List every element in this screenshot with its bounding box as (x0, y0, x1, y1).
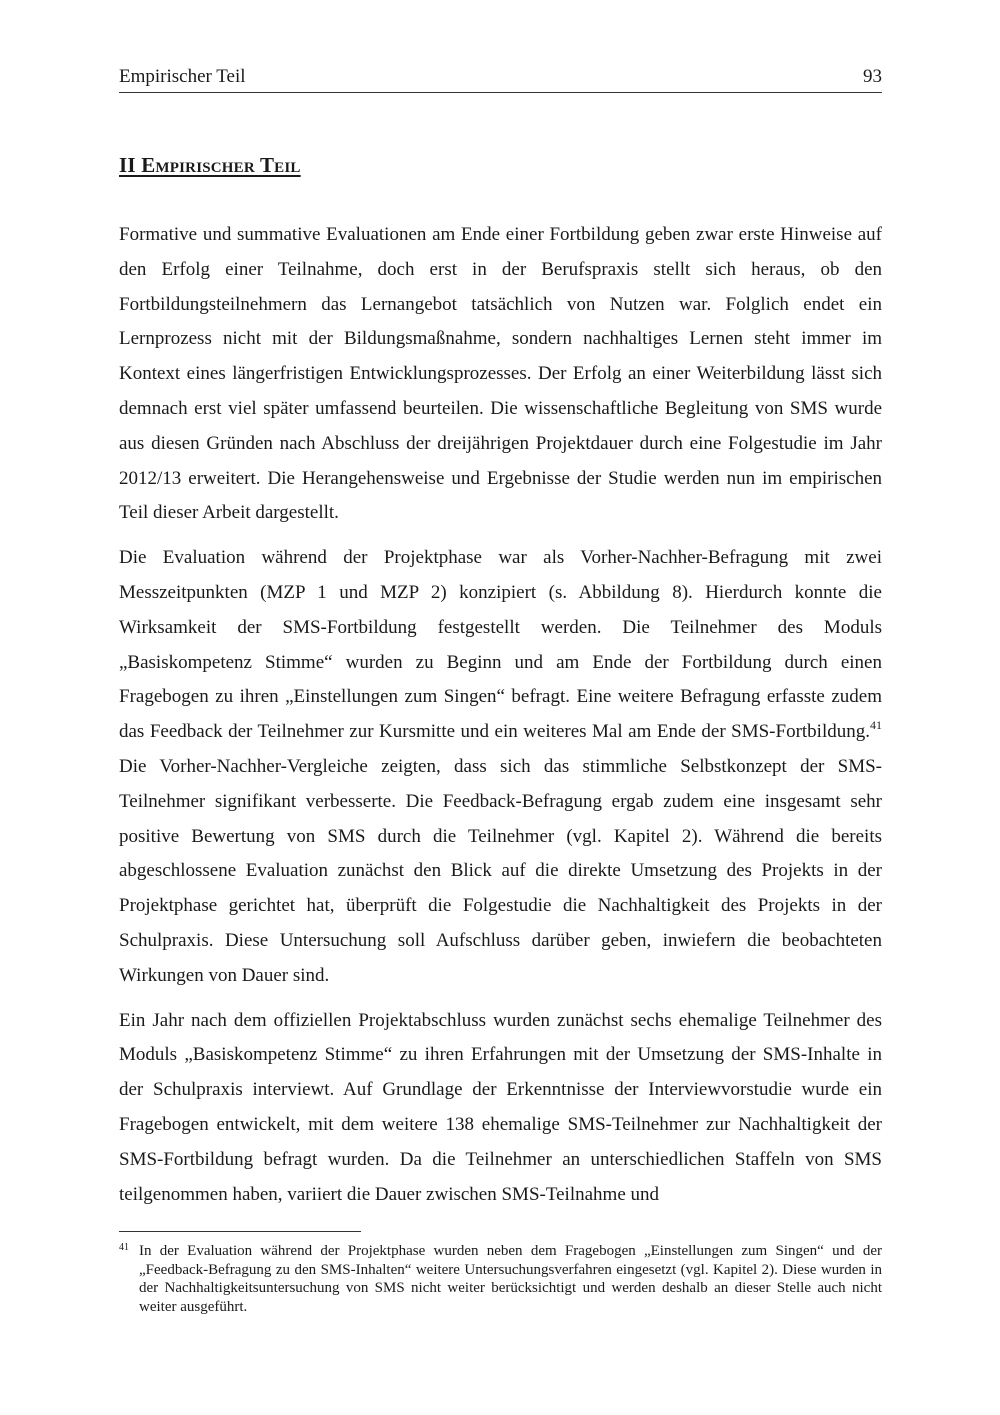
footnote-separator (119, 1231, 361, 1232)
footnote: 41 In der Evaluation während der Projektphase wurden neben dem Fragebogen „Einstellungen zum Singen“ und der „Feedback-Befragung zu den SMS-Inhalten“ weitere Untersuchungsverfahren eingesetzt (vgl. Kapitel 2). Diese wurden in der Nachhaltigkeitsuntersuchung von SMS nicht weiter berücksichtigt und werden deshalb an dieser Stelle auch nicht weiter ausgeführt. (119, 1242, 882, 1315)
footnote-text: In der Evaluation während der Projektphase wurden neben dem Fragebogen „Einstellungen zum Singen“ und der „Feedback-Befragung zu den SMS-Inhalten“ weitere Untersuchungsverfahren eingesetzt (vgl. Kapitel 2). Diese wurden in der Nachhaltigkeitsuntersuchung von SMS nicht weiter berücksichtigt und werden deshalb an dieser Stelle auch nicht weiter ausgeführt. (139, 1243, 882, 1315)
paragraph-2-part-1: Die Evaluation während der Projektphase war als Vorher-Nachher-Befragung mit zwei Messzeitpunkten (MZP 1 und MZP 2) konzipiert (s. Abbildung 8). Hierdurch konnte die Wirksamkeit der SMS-Fortbildung festgestellt werden. Die Teilnehmer des Moduls „Basiskompetenz Stimme“ wurden zu Beginn und am Ende der Fortbildung durch einen Fragebogen zu ihren „Einstellungen zum Singen“ befragt. Eine weitere Befragung erfasste zudem das Feedback der Teilnehmer zur Kursmitte und ein weiteres Mal am Ende der SMS-Fortbildung. (119, 547, 882, 743)
body-text (119, 218, 882, 1222)
paragraph-3: Ein Jahr nach dem offiziellen Projektabschluss wurden zunächst sechs ehemalige Teilnehmer des Moduls „Basiskompetenz Stimme“ zu ihren Erfahrungen mit der Umsetzung der SMS-Inhalte in der Schulpraxis interviewt. Auf Grundlage der Erkenntnisse der Interviewvorstudie wurde ein Fragebogen entwickelt, mit dem weitere 138 ehemalige SMS-Teilnehmer zur Nachhaltigkeit der SMS-Fortbildung befragt wurden. Da die Teilnehmer an unterschiedlichen Staffeln von SMS teilgenommen haben, variiert die Dauer zwischen SMS-Teilnahme und (119, 1009, 882, 1205)
paragraph-2 (119, 541, 882, 993)
paragraph-2-part-2: Die Vorher-Nachher-Vergleiche zeigten, dass sich das stimmliche Selbstkonzept der SMS-Teilnehmer signifikant verbesserte. Die Feedback-Befragung ergab zudem eine insgesamt sehr positive Bewertung von SMS durch die Teilnehmer (vgl. Kapitel 2). Während die bereits abgeschlossene Evaluation zunächst den Blick auf die direkte Umsetzung des Projekts in der Projektphase gerichtet hat, überprüft die Folgestudie die Nachhaltigkeit des Projekts in der Schulpraxis. Diese Untersuchung soll Aufschluss darüber geben, inwiefern die beobachteten Wirkungen von Dauer sind. (119, 755, 882, 986)
page-number: 93 (863, 66, 882, 87)
running-header (119, 64, 882, 93)
chapter-heading: II Empirischer Teil (119, 153, 301, 177)
paragraph-1: Formative und summative Evaluationen am Ende einer Fortbildung geben zwar erste Hinweise auf den Erfolg einer Teilnahme, doch erst in der Berufspraxis stellt sich heraus, ob den Fortbildungsteilnehmern das Lernangebot tatsächlich von Nutzen war. Folglich endet ein Lernprozess nicht mit der Bildungsmaßnahme, sondern nachhaltiges Lernen steht immer im Kontext eines längerfristigen Entwicklungsprozesses. Der Erfolg an einer Weiterbildung lässt sich demnach erst viel später umfassend beurteilen. Die wissenschaftliche Begleitung von SMS wurde aus diesen Gründen nach Abschluss der dreijährigen Projektdauer durch eine Folgestudie im Jahr 2012/13 erweitert. Die Herangehensweise und Ergebnisse der Studie werden nun im empirischen Teil dieser Arbeit dargestellt. (119, 224, 882, 524)
header-section-title: Empirischer Teil (119, 66, 246, 87)
footnote-reference[interactable]: 41 (870, 718, 882, 733)
